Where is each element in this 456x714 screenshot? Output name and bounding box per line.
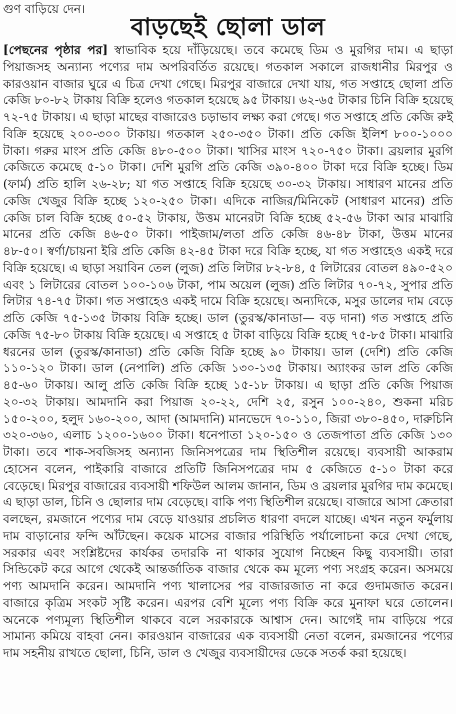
article-headline: বাড়ছেই ছোলা ডাল (130, 12, 326, 41)
previous-article-fragment: গুণ বাড়িয়ে দেন। (3, 2, 86, 16)
article-body-text: স্বাভাবিক হয়ে দাঁড়িয়েছে। তবে কমেছে ডিম ও মুরগির দাম। এ ছাড়া পিয়াজসহ অন্যান্য পণ্যের দাম অপরিবর্তিত রয়েছে। গতকাল সকালে রাজধানীর মিরপুর ও কারওয়ান বাজার ঘুরে এ চিত্র দেখা গেছে। মিরপুর বাজারে দেখা যায়, গত সপ্তাহে ছোলা প্রতি কেজি ৮০-৮২ টাকায় বিক্রি হলেও গতকাল হয়েছে ৯৫ টাকায়। ৬২-৬৫ টাকার চিনি বিক্রি হয়েছে ৭২-৭৫ টাকায়। এ ছাড়া মাছের বাজারেও চড়াভাব লক্ষ্য করা গেছে। গত সপ্তাহে প্রতি কেজি রুই বিক্রি হয়েছে ২০০-৩০০ টাকায়। গতকাল ২৫০-৩৫০ টাকা। প্রতি কেজি ইলিশ ৮০০-১০০০ টাকা। গরুর মাংস প্রতি কেজি ৪৮০-৫০০ টাকা। খাসির মাংস ৭২০-৭৫০ টাকা। ব্রয়লার মুরগি কেজিতে কমেছে ৫-১০ টাকা। দেশি মুরগি প্রতি কেজি ৩৯০-৪০০ টাকা দরে বিক্রি হচ্ছে। ডিম (ফার্ম) প্রতি হালি ২৬-২৮; যা গত সপ্তাহে বিক্রি হয়েছে ৩০-৩২ টাকায়। সাধারণ মানের প্রতি কেজি খেজুর বিক্রি হচ্ছে ১২০-২৫০ টাকা। এদিকে নাজির/মিনিকেট (সাধারণ মানের) প্রতি কেজি চাল বিক্রি হচ্ছে ৫০-৫২ টাকায়, উত্তম মানেরটা বিক্রি হচ্ছে ৫২-৫৬ টাকা আর মাঝারি মানের প্রতি কেজি ৪৬-৫০ টাকা। পাইজাম/লতা প্রতি কেজি ৪৬-৪৮ টাকা, উত্তম মানের ৪৮-৫০। স্বর্ণা/চায়না ইরি প্রতি কেজি ৪২-৪৫ টাকা দরে বিক্রি হচ্ছে, যা গত সপ্তাহেও একই দরে বিক্রি হয়েছে। এ ছাড়া সয়াবিন তেল (লুজ) প্রতি লিটার ৮২-৮৪, ৫ লিটারের বোতল ৪৯০-৫২০ এবং ১ লিটারের বোতল ১০০-১০৬ টাকা, পাম অয়েল (লুজ) প্রতি লিটার ৭০-৭২, সুপার প্রতি লিটার ৭৪-৭৫ টাকা। গত সপ্তাহেও একই দামে বিক্রি হয়েছে। অন্যদিকে, মসুর ডালের দাম বেড়ে প্রতি কেজি ৭৫-১৩৫ টাকায় বিক্রি হচ্ছে। ডাল (তুরস্ক/কানাডা— বড় দানা) গত সপ্তাহে প্রতি কেজি ৭৫-৮০ টাকায় বিক্রি হয়েছে। এ সপ্তাহে ৫ টাকা বাড়িয়ে বিক্রি হচ্ছে ৭৫-৮৫ টাকা। মাঝারি ধরনের ডাল (তুরস্ক/কানাডা) প্রতি কেজি বিক্রি হচ্ছে ৯০ টাকায়। ডাল (দেশি) প্রতি কেজি ১১০-১২০ টাকা। ডাল (নেপালি) প্রতি কেজি ১৩০-১৩৫ টাকায়। অ্যাংকর ডাল প্রতি কেজি ৪৫-৬০ টাকায়। আলু প্রতি কেজি বিক্রি হচ্ছে ১৫-১৮ টাকায়। এ ছাড়া প্রতি কেজি পিয়াজ ২০-৩২ টাকায়। আমদানি করা পিয়াজ ২০-২২, দেশি ২৫, রসুন ১০০-২৪০, শুকনা মরিচ ১৫০-২০০, হলুদ ১৬০-২০০, আদা (আমদানি) মানভেদে ৭০-১১০, জিরা ৩৮০-৪৫০, দারুচিনি ৩২০-৩৬০, এলাচ ১২০০-১৬০০ টাকা। ধনেপাতা ১২০-১৫০ ও তেজপাতা প্রতি কেজি ১৩০ টাকা। তবে শাক-সবজিসহ অন্যান্য জিনিসপত্রের দাম স্থিতিশীল রয়েছে। ব্যবসায়ী আকরাম হোসেন বলেন, পাইকারি বাজারে প্রতিটি জিনিসপত্রের দাম ৫ কেজিতে ৫-১০ টাকা করে বেড়েছে। মিরপুর বাজারের ব্যবসায়ী শফিউল আলম জানান, ডিম ও ব্রয়লার মুরগির দাম কমেছে। এ ছাড়া ডাল, চিনি ও ছোলার দাম বেড়েছে। বাকি পণ্য স্থিতিশীল রয়েছে। বাজারে আসা ক্রেতারা বলছেন, রমজানে পণ্যের দাম বেড়ে যাওয়ার প্রচলিত ধারণা বদলে যাচ্ছে। এখন নতুন ফর্মুলায় দাম বাড়ানোর ফন্দি আঁটছেন। কয়েক মাসের বাজার পরিস্থিতি পর্যালোচনা করে দেখা গেছে, সরকার এবং সংশ্লিষ্টদের কার্যকর তদারকি না থাকার সুযোগ নিচ্ছেন কিছু ব্যবসায়ী। তারা সিন্ডিকেট করে আগে থেকেই আন্তর্জাতিক বাজার থেকে কম মূল্যে পণ্য সংগ্রহ করেন। অসময়ে পণ্য আমদানি করেন। আমদানি পণ্য খালাসের পর বাজারজাত না করে গুদামজাত করেন। বাজারে কৃত্রিম সংকট সৃষ্টি করেন। এরপর বেশি মূল্যে পণ্য বিক্রি করে মুনাফা ঘরে তোলেন। অনেকে পণ্যমূল্য স্থিতিশীল থাকবে বলে সরকারকে আশ্বাস দেন। আগেই দাম বাড়িয়ে পরে সামান্য কমিয়ে বাহবা নেন। কারওয়ান বাজারের এক ব্যবসায়ী নেতা বলেন, রমজানের পণ্যের দাম সহনীয় রাখতে ছোলা, চিনি, ডাল ও খেজুর ব্যবসায়ীদের ডেকে সতর্ক করা হয়েছে। (3, 43, 454, 660)
article-body (3, 42, 453, 662)
continuation-label: [পেছনের পৃষ্ঠার পর] (3, 43, 108, 57)
